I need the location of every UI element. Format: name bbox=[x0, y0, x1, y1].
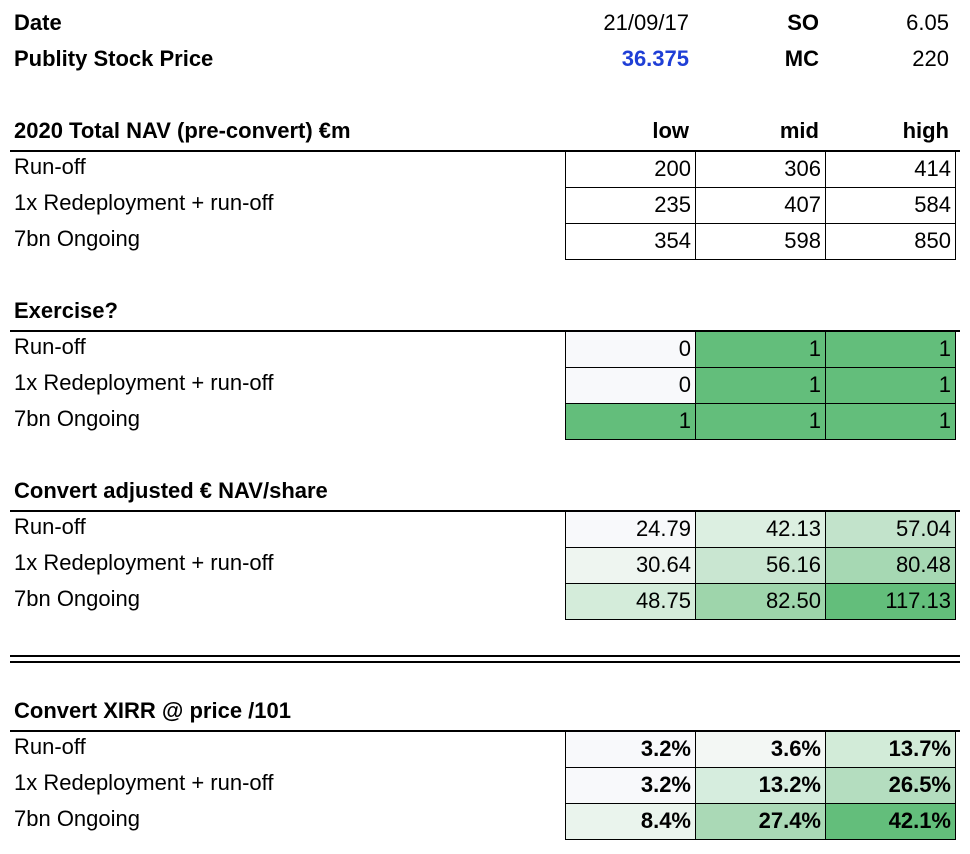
date-label: Date bbox=[14, 10, 62, 35]
exercise-cell[interactable]: 1 bbox=[695, 331, 826, 368]
date-value: 21/09/17 bbox=[603, 10, 689, 35]
exercise-cell[interactable]: 1 bbox=[825, 403, 956, 440]
convert-nav-cell[interactable]: 56.16 bbox=[695, 547, 826, 584]
nav-cell[interactable]: 200 bbox=[565, 151, 696, 188]
mc-value: 220 bbox=[912, 46, 949, 71]
price-label: Publity Stock Price bbox=[14, 46, 214, 71]
col-header-low: low bbox=[652, 118, 689, 143]
row-label: 7bn Ongoing bbox=[14, 406, 140, 431]
xirr-cell[interactable]: 13.2% bbox=[695, 767, 826, 804]
nav-cell[interactable]: 306 bbox=[695, 151, 826, 188]
mc-label: MC bbox=[784, 46, 819, 71]
xirr-cell[interactable]: 3.2% bbox=[565, 767, 696, 804]
convert-nav-cell[interactable]: 57.04 bbox=[825, 511, 956, 548]
exercise-cell[interactable]: 0 bbox=[565, 367, 696, 404]
row-label: 1x Redeployment + run-off bbox=[14, 370, 274, 395]
convert-nav-cell[interactable]: 24.79 bbox=[565, 511, 696, 548]
row-label: 7bn Ongoing bbox=[14, 226, 140, 251]
row-label: 1x Redeployment + run-off bbox=[14, 190, 274, 215]
so-label: SO bbox=[787, 10, 819, 35]
convert-nav-cell[interactable]: 48.75 bbox=[565, 583, 696, 620]
double-rule-top bbox=[10, 655, 960, 657]
xirr-cell[interactable]: 26.5% bbox=[825, 767, 956, 804]
nav-cell[interactable]: 414 bbox=[825, 151, 956, 188]
convert-nav-cell[interactable]: 30.64 bbox=[565, 547, 696, 584]
nav-cell[interactable]: 354 bbox=[565, 223, 696, 260]
exercise-cell[interactable]: 1 bbox=[825, 331, 956, 368]
double-rule-bottom bbox=[10, 661, 960, 663]
exercise-section-title: Exercise? bbox=[14, 298, 118, 323]
row-label: 7bn Ongoing bbox=[14, 806, 140, 831]
nav-section-title: 2020 Total NAV (pre-convert) €m bbox=[14, 118, 351, 143]
row-label: 1x Redeployment + run-off bbox=[14, 550, 274, 575]
xirr-cell[interactable]: 3.6% bbox=[695, 731, 826, 768]
price-value: 36.375 bbox=[621, 46, 689, 71]
row-label: Run-off bbox=[14, 334, 86, 359]
row-label: 7bn Ongoing bbox=[14, 586, 140, 611]
col-header-mid: mid bbox=[779, 118, 819, 143]
xirr-cell[interactable]: 8.4% bbox=[565, 803, 696, 840]
convert-nav-cell[interactable]: 117.13 bbox=[825, 583, 956, 620]
nav-cell[interactable]: 584 bbox=[825, 187, 956, 224]
convert-nav-cell[interactable]: 80.48 bbox=[825, 547, 956, 584]
exercise-cell[interactable]: 1 bbox=[565, 403, 696, 440]
nav-cell[interactable]: 407 bbox=[695, 187, 826, 224]
exercise-cell[interactable]: 1 bbox=[695, 403, 826, 440]
xirr-cell[interactable]: 13.7% bbox=[825, 731, 956, 768]
xirr-cell[interactable]: 3.2% bbox=[565, 731, 696, 768]
xirr-cell[interactable]: 42.1% bbox=[825, 803, 956, 840]
col-header-high: high bbox=[902, 118, 949, 143]
exercise-cell[interactable]: 1 bbox=[695, 367, 826, 404]
convert-nav-cell[interactable]: 42.13 bbox=[695, 511, 826, 548]
convert-nav-section-title: Convert adjusted € NAV/share bbox=[14, 478, 328, 503]
xirr-section-title: Convert XIRR @ price /101 bbox=[14, 698, 291, 723]
nav-cell[interactable]: 850 bbox=[825, 223, 956, 260]
row-label: Run-off bbox=[14, 514, 86, 539]
row-label: Run-off bbox=[14, 154, 86, 179]
exercise-cell[interactable]: 0 bbox=[565, 331, 696, 368]
so-value: 6.05 bbox=[906, 10, 949, 35]
row-label: 1x Redeployment + run-off bbox=[14, 770, 274, 795]
xirr-cell[interactable]: 27.4% bbox=[695, 803, 826, 840]
convert-nav-cell[interactable]: 82.50 bbox=[695, 583, 826, 620]
nav-cell[interactable]: 235 bbox=[565, 187, 696, 224]
exercise-cell[interactable]: 1 bbox=[825, 367, 956, 404]
row-label: Run-off bbox=[14, 734, 86, 759]
nav-cell[interactable]: 598 bbox=[695, 223, 826, 260]
